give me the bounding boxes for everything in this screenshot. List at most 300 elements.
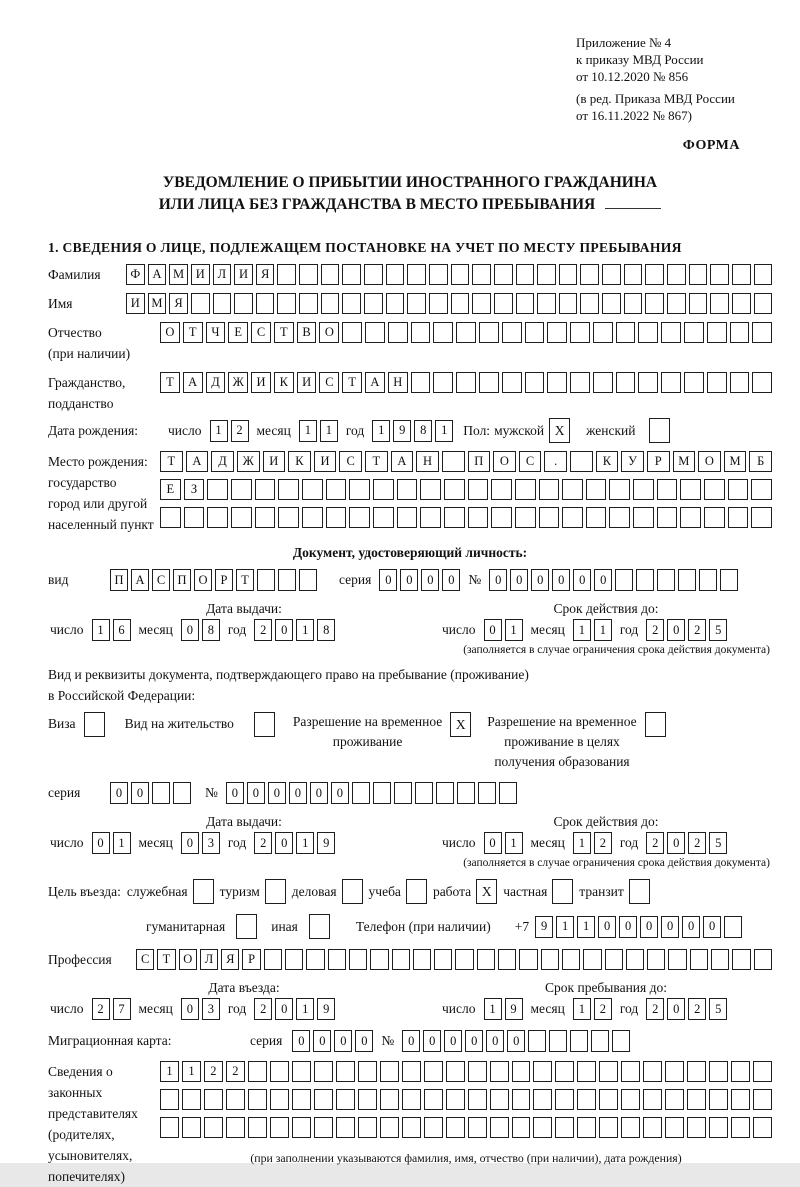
char-cell[interactable] [731, 1117, 750, 1138]
char-cell[interactable] [364, 293, 383, 314]
char-cell[interactable] [570, 451, 593, 472]
char-cell[interactable] [624, 264, 643, 285]
char-cell[interactable]: Т [365, 451, 388, 472]
char-cell[interactable] [191, 293, 210, 314]
char-cell[interactable]: М [673, 451, 696, 472]
char-cell[interactable] [278, 507, 299, 528]
char-cell[interactable]: Я [221, 949, 239, 970]
char-cell[interactable]: 3 [202, 998, 220, 1020]
char-cell[interactable] [537, 293, 556, 314]
month-cells[interactable] [181, 619, 220, 641]
char-cell[interactable]: 9 [393, 420, 411, 442]
char-cell[interactable] [633, 507, 654, 528]
char-cell[interactable]: С [152, 569, 170, 591]
char-cell[interactable] [468, 479, 489, 500]
char-cell[interactable]: Д [211, 451, 234, 472]
char-cell[interactable] [204, 1089, 223, 1110]
char-cell[interactable] [709, 1117, 728, 1138]
char-cell[interactable]: О [179, 949, 197, 970]
char-cell[interactable] [684, 322, 704, 343]
char-cell[interactable] [160, 507, 181, 528]
char-cell[interactable] [539, 479, 560, 500]
char-cell[interactable] [352, 782, 370, 804]
char-cell[interactable] [277, 293, 296, 314]
char-cell[interactable] [621, 1117, 640, 1138]
char-cell[interactable] [609, 507, 630, 528]
char-cell[interactable] [411, 372, 431, 393]
char-cell[interactable] [657, 479, 678, 500]
char-cell[interactable]: О [194, 569, 212, 591]
char-cell[interactable]: Л [213, 264, 232, 285]
char-cell[interactable]: 0 [552, 569, 570, 591]
char-cell[interactable] [285, 949, 303, 970]
char-cell[interactable] [591, 1030, 609, 1052]
char-cell[interactable] [173, 782, 191, 804]
char-cell[interactable] [753, 1061, 772, 1082]
citizenship-cells[interactable] [160, 372, 772, 393]
char-cell[interactable]: 0 [402, 1030, 420, 1052]
char-cell[interactable]: Ч [206, 322, 226, 343]
char-cell[interactable] [342, 264, 361, 285]
char-cell[interactable] [667, 264, 686, 285]
purpose-humanitarian-checkbox[interactable] [236, 914, 257, 939]
month-cells[interactable] [573, 619, 612, 641]
char-cell[interactable]: 1 [435, 420, 453, 442]
char-cell[interactable]: 5 [709, 998, 727, 1020]
char-cell[interactable] [643, 1061, 662, 1082]
char-cell[interactable]: 1 [182, 1061, 201, 1082]
char-cell[interactable] [612, 1030, 630, 1052]
char-cell[interactable]: 0 [275, 832, 293, 854]
char-cell[interactable] [537, 264, 556, 285]
char-cell[interactable] [494, 264, 513, 285]
representatives-line3[interactable] [160, 1117, 772, 1138]
residence-series-cells[interactable] [110, 782, 191, 804]
char-cell[interactable] [559, 293, 578, 314]
year-cells[interactable] [646, 832, 727, 854]
char-cell[interactable] [380, 1117, 399, 1138]
char-cell[interactable] [420, 507, 441, 528]
char-cell[interactable]: 8 [202, 619, 220, 641]
char-cell[interactable]: Б [749, 451, 772, 472]
surname-cells[interactable] [126, 264, 772, 285]
char-cell[interactable]: 0 [667, 998, 685, 1020]
char-cell[interactable] [472, 264, 491, 285]
char-cell[interactable] [207, 507, 228, 528]
char-cell[interactable]: 0 [531, 569, 549, 591]
patronymic-cells[interactable] [160, 322, 772, 343]
char-cell[interactable] [515, 507, 536, 528]
char-cell[interactable] [752, 372, 772, 393]
char-cell[interactable]: Т [274, 322, 294, 343]
char-cell[interactable] [643, 1089, 662, 1110]
char-cell[interactable] [711, 949, 729, 970]
char-cell[interactable] [468, 1061, 487, 1082]
char-cell[interactable] [657, 507, 678, 528]
char-cell[interactable]: 1 [296, 832, 314, 854]
char-cell[interactable]: 9 [317, 998, 335, 1020]
char-cell[interactable] [444, 479, 465, 500]
char-cell[interactable] [468, 507, 489, 528]
char-cell[interactable] [562, 949, 580, 970]
char-cell[interactable] [255, 479, 276, 500]
char-cell[interactable] [456, 372, 476, 393]
purpose-private-checkbox[interactable] [552, 879, 573, 904]
char-cell[interactable] [570, 322, 590, 343]
char-cell[interactable] [665, 1117, 684, 1138]
char-cell[interactable]: 0 [486, 1030, 504, 1052]
char-cell[interactable] [386, 264, 405, 285]
char-cell[interactable]: 1 [299, 420, 317, 442]
char-cell[interactable] [665, 1061, 684, 1082]
char-cell[interactable]: А [186, 451, 209, 472]
char-cell[interactable]: П [468, 451, 491, 472]
day-cells[interactable] [92, 998, 131, 1020]
char-cell[interactable] [336, 1089, 355, 1110]
char-cell[interactable] [753, 1089, 772, 1110]
char-cell[interactable]: 2 [688, 832, 706, 854]
char-cell[interactable]: 0 [667, 832, 685, 854]
char-cell[interactable]: 5 [709, 619, 727, 641]
char-cell[interactable]: А [183, 372, 203, 393]
char-cell[interactable] [709, 1089, 728, 1110]
char-cell[interactable]: И [251, 372, 271, 393]
char-cell[interactable]: О [160, 322, 180, 343]
char-cell[interactable] [549, 1030, 567, 1052]
purpose-tourism-checkbox[interactable] [265, 879, 286, 904]
char-cell[interactable] [392, 949, 410, 970]
char-cell[interactable] [231, 507, 252, 528]
char-cell[interactable] [667, 293, 686, 314]
char-cell[interactable] [490, 1061, 509, 1082]
char-cell[interactable]: М [148, 293, 167, 314]
char-cell[interactable] [680, 507, 701, 528]
purpose-other-checkbox[interactable] [309, 914, 330, 939]
char-cell[interactable] [643, 1117, 662, 1138]
char-cell[interactable]: И [191, 264, 210, 285]
char-cell[interactable]: 0 [355, 1030, 373, 1052]
char-cell[interactable]: 0 [226, 782, 244, 804]
char-cell[interactable] [270, 1117, 289, 1138]
char-cell[interactable]: Л [200, 949, 218, 970]
char-cell[interactable]: О [493, 451, 516, 472]
sex-male-checkbox[interactable]: X [549, 418, 570, 443]
char-cell[interactable] [415, 782, 433, 804]
char-cell[interactable]: 7 [113, 998, 131, 1020]
char-cell[interactable]: . [544, 451, 567, 472]
char-cell[interactable] [328, 949, 346, 970]
char-cell[interactable]: 2 [594, 832, 612, 854]
char-cell[interactable] [636, 569, 654, 591]
char-cell[interactable] [358, 1061, 377, 1082]
char-cell[interactable] [732, 293, 751, 314]
char-cell[interactable] [436, 782, 454, 804]
char-cell[interactable]: 0 [268, 782, 286, 804]
char-cell[interactable] [388, 322, 408, 343]
char-cell[interactable] [477, 949, 495, 970]
char-cell[interactable]: А [131, 569, 149, 591]
char-cell[interactable]: 1 [92, 619, 110, 641]
char-cell[interactable]: М [724, 451, 747, 472]
char-cell[interactable]: 0 [310, 782, 328, 804]
doc-kind-cells[interactable] [110, 569, 317, 591]
char-cell[interactable] [570, 372, 590, 393]
char-cell[interactable]: Т [342, 372, 362, 393]
char-cell[interactable] [577, 1089, 596, 1110]
char-cell[interactable]: 0 [131, 782, 149, 804]
char-cell[interactable]: 8 [414, 420, 432, 442]
char-cell[interactable] [704, 507, 725, 528]
char-cell[interactable]: К [288, 451, 311, 472]
char-cell[interactable] [299, 569, 317, 591]
year-cells[interactable] [372, 420, 453, 442]
char-cell[interactable] [494, 293, 513, 314]
char-cell[interactable] [429, 264, 448, 285]
char-cell[interactable]: Т [236, 569, 254, 591]
migration-number-cells[interactable] [402, 1030, 630, 1052]
char-cell[interactable] [570, 1030, 588, 1052]
char-cell[interactable] [684, 372, 704, 393]
char-cell[interactable] [226, 1089, 245, 1110]
char-cell[interactable] [380, 1061, 399, 1082]
residence-expiry-date[interactable] [440, 832, 727, 854]
char-cell[interactable]: С [251, 322, 271, 343]
char-cell[interactable] [424, 1061, 443, 1082]
char-cell[interactable] [516, 264, 535, 285]
char-cell[interactable] [586, 507, 607, 528]
char-cell[interactable] [321, 293, 340, 314]
char-cell[interactable]: 1 [113, 832, 131, 854]
char-cell[interactable] [751, 479, 772, 500]
char-cell[interactable]: 0 [598, 916, 616, 938]
char-cell[interactable] [442, 451, 465, 472]
given-name-cells[interactable] [126, 293, 772, 314]
char-cell[interactable] [678, 569, 696, 591]
char-cell[interactable] [647, 949, 665, 970]
char-cell[interactable]: 0 [444, 1030, 462, 1052]
char-cell[interactable] [264, 949, 282, 970]
char-cell[interactable] [433, 372, 453, 393]
char-cell[interactable] [336, 1061, 355, 1082]
day-cells[interactable] [210, 420, 249, 442]
char-cell[interactable] [457, 782, 475, 804]
char-cell[interactable] [724, 916, 742, 938]
char-cell[interactable]: 1 [296, 619, 314, 641]
purpose-study-checkbox[interactable] [406, 879, 427, 904]
residence-issue-date[interactable] [48, 832, 335, 854]
char-cell[interactable] [512, 1089, 531, 1110]
temp-residence-checkbox[interactable]: X [450, 712, 471, 737]
char-cell[interactable] [278, 569, 296, 591]
char-cell[interactable] [754, 264, 773, 285]
char-cell[interactable] [621, 1089, 640, 1110]
char-cell[interactable]: 0 [92, 832, 110, 854]
char-cell[interactable]: 0 [379, 569, 397, 591]
char-cell[interactable] [349, 949, 367, 970]
char-cell[interactable] [490, 1089, 509, 1110]
char-cell[interactable]: Ж [237, 451, 260, 472]
char-cell[interactable] [456, 322, 476, 343]
year-cells[interactable] [254, 619, 335, 641]
char-cell[interactable] [699, 569, 717, 591]
char-cell[interactable] [687, 1061, 706, 1082]
char-cell[interactable] [444, 507, 465, 528]
char-cell[interactable] [751, 507, 772, 528]
char-cell[interactable] [364, 264, 383, 285]
char-cell[interactable]: И [234, 264, 253, 285]
char-cell[interactable]: 1 [484, 998, 502, 1020]
char-cell[interactable] [547, 372, 567, 393]
char-cell[interactable]: И [126, 293, 145, 314]
char-cell[interactable]: 0 [703, 916, 721, 938]
sex-female-checkbox[interactable] [649, 418, 670, 443]
char-cell[interactable] [633, 479, 654, 500]
char-cell[interactable] [407, 293, 426, 314]
char-cell[interactable]: 2 [646, 619, 664, 641]
char-cell[interactable] [752, 322, 772, 343]
char-cell[interactable] [248, 1089, 267, 1110]
char-cell[interactable]: М [169, 264, 188, 285]
char-cell[interactable]: 2 [254, 832, 272, 854]
char-cell[interactable]: 0 [334, 1030, 352, 1052]
char-cell[interactable]: С [136, 949, 154, 970]
char-cell[interactable]: 0 [400, 569, 418, 591]
char-cell[interactable]: 0 [275, 619, 293, 641]
char-cell[interactable] [257, 569, 275, 591]
char-cell[interactable]: 2 [92, 998, 110, 1020]
doc-number-cells[interactable] [489, 569, 738, 591]
char-cell[interactable] [160, 1117, 179, 1138]
char-cell[interactable]: 0 [181, 619, 199, 641]
char-cell[interactable] [583, 949, 601, 970]
char-cell[interactable] [491, 479, 512, 500]
char-cell[interactable] [621, 1061, 640, 1082]
char-cell[interactable]: 0 [421, 569, 439, 591]
char-cell[interactable] [370, 949, 388, 970]
char-cell[interactable] [397, 507, 418, 528]
char-cell[interactable] [720, 569, 738, 591]
phone-cells[interactable] [535, 916, 742, 938]
day-cells[interactable] [92, 832, 131, 854]
month-cells[interactable] [573, 832, 612, 854]
day-cells[interactable] [484, 619, 523, 641]
char-cell[interactable]: И [314, 451, 337, 472]
char-cell[interactable]: З [184, 479, 205, 500]
char-cell[interactable]: 1 [573, 619, 591, 641]
char-cell[interactable]: Т [183, 322, 203, 343]
char-cell[interactable] [349, 507, 370, 528]
char-cell[interactable] [562, 479, 583, 500]
char-cell[interactable] [525, 322, 545, 343]
char-cell[interactable]: 0 [484, 619, 502, 641]
char-cell[interactable] [586, 479, 607, 500]
char-cell[interactable]: 1 [594, 619, 612, 641]
char-cell[interactable]: 1 [296, 998, 314, 1020]
char-cell[interactable] [231, 479, 252, 500]
char-cell[interactable]: Д [206, 372, 226, 393]
representatives-line2[interactable] [160, 1089, 772, 1110]
char-cell[interactable] [580, 264, 599, 285]
char-cell[interactable]: 2 [254, 998, 272, 1020]
char-cell[interactable] [326, 507, 347, 528]
char-cell[interactable] [413, 949, 431, 970]
residence-number-cells[interactable] [226, 782, 517, 804]
char-cell[interactable] [434, 949, 452, 970]
char-cell[interactable] [314, 1117, 333, 1138]
char-cell[interactable] [602, 264, 621, 285]
char-cell[interactable] [472, 293, 491, 314]
char-cell[interactable]: 0 [619, 916, 637, 938]
char-cell[interactable] [555, 1117, 574, 1138]
char-cell[interactable] [732, 949, 750, 970]
char-cell[interactable] [314, 1061, 333, 1082]
char-cell[interactable] [433, 322, 453, 343]
birth-place-line3[interactable] [160, 507, 772, 528]
char-cell[interactable]: 1 [505, 619, 523, 641]
char-cell[interactable] [754, 293, 773, 314]
char-cell[interactable] [689, 264, 708, 285]
char-cell[interactable] [468, 1089, 487, 1110]
purpose-work-checkbox[interactable]: X [476, 879, 497, 904]
char-cell[interactable] [562, 507, 583, 528]
char-cell[interactable]: У [621, 451, 644, 472]
char-cell[interactable]: Р [215, 569, 233, 591]
char-cell[interactable] [710, 264, 729, 285]
char-cell[interactable] [152, 782, 170, 804]
year-cells[interactable] [254, 832, 335, 854]
char-cell[interactable] [626, 949, 644, 970]
month-cells[interactable] [181, 832, 220, 854]
char-cell[interactable] [455, 949, 473, 970]
char-cell[interactable] [270, 1089, 289, 1110]
char-cell[interactable]: 0 [331, 782, 349, 804]
char-cell[interactable] [732, 264, 751, 285]
char-cell[interactable] [728, 507, 749, 528]
char-cell[interactable] [728, 479, 749, 500]
stay-until-date[interactable] [440, 998, 727, 1020]
char-cell[interactable]: 0 [510, 569, 528, 591]
char-cell[interactable] [709, 1061, 728, 1082]
char-cell[interactable] [402, 1061, 421, 1082]
char-cell[interactable] [321, 264, 340, 285]
char-cell[interactable]: С [519, 451, 542, 472]
char-cell[interactable] [730, 322, 750, 343]
char-cell[interactable] [689, 293, 708, 314]
char-cell[interactable] [420, 479, 441, 500]
char-cell[interactable]: 6 [113, 619, 131, 641]
char-cell[interactable]: 0 [667, 619, 685, 641]
char-cell[interactable] [299, 264, 318, 285]
char-cell[interactable]: 0 [573, 569, 591, 591]
char-cell[interactable] [349, 479, 370, 500]
char-cell[interactable] [292, 1117, 311, 1138]
char-cell[interactable] [299, 293, 318, 314]
char-cell[interactable] [226, 1117, 245, 1138]
birth-place-line2[interactable] [160, 479, 772, 500]
birth-date-group[interactable] [166, 420, 453, 442]
char-cell[interactable] [577, 1117, 596, 1138]
char-cell[interactable] [292, 1089, 311, 1110]
char-cell[interactable] [599, 1089, 618, 1110]
char-cell[interactable]: Н [416, 451, 439, 472]
char-cell[interactable] [638, 322, 658, 343]
char-cell[interactable]: 1 [320, 420, 338, 442]
char-cell[interactable]: И [263, 451, 286, 472]
char-cell[interactable] [687, 1089, 706, 1110]
char-cell[interactable] [373, 507, 394, 528]
char-cell[interactable] [255, 507, 276, 528]
char-cell[interactable]: 3 [202, 832, 220, 854]
